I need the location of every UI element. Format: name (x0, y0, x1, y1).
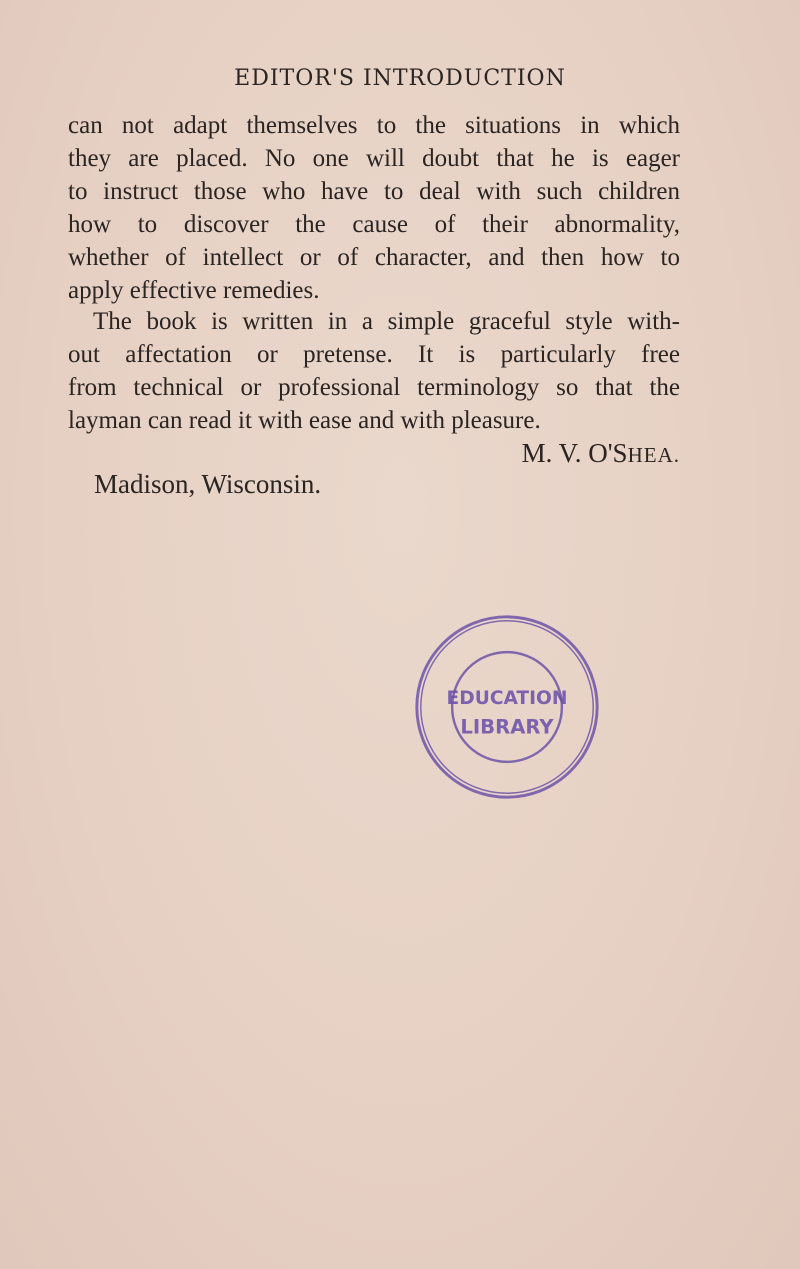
paragraph-1-line: whether of intellect or of character, and then how to (68, 244, 680, 271)
paragraph-1-line: apply effective remedies. (68, 277, 320, 304)
stamp-line-1: EDUCATION (446, 688, 568, 710)
stamp-line-2: LIBRARY (460, 715, 554, 739)
place-line: Madison, Wisconsin. (94, 469, 322, 499)
signature-surname-rest: HEA. (627, 443, 680, 467)
signature-initials: M. V. O'S (521, 438, 628, 468)
paragraph-2 (68, 305, 680, 437)
paragraph-2-line: out affectation or pretense. It is particularly free (68, 341, 680, 368)
paragraph-1-line: to instruct those who have to deal with such children (68, 178, 680, 205)
paragraph-2-line: from technical or professional terminology so that the (68, 374, 680, 401)
library-stamp (409, 609, 605, 805)
paragraph-2-line: The book is written in a simple graceful style with- (93, 308, 680, 335)
paragraph-1-line: how to discover the cause of their abnormality, (68, 211, 680, 238)
paragraph-1 (68, 109, 680, 307)
editor-signature (522, 438, 680, 469)
paragraph-1-line: can not adapt themselves to the situations in which (68, 112, 680, 139)
running-head: EDITOR'S INTRODUCTION (234, 66, 566, 91)
paragraph-1-line: they are placed. No one will doubt that he is eager (68, 145, 680, 172)
paragraph-2-line: layman can read it with ease and with pleasure. (68, 407, 541, 434)
